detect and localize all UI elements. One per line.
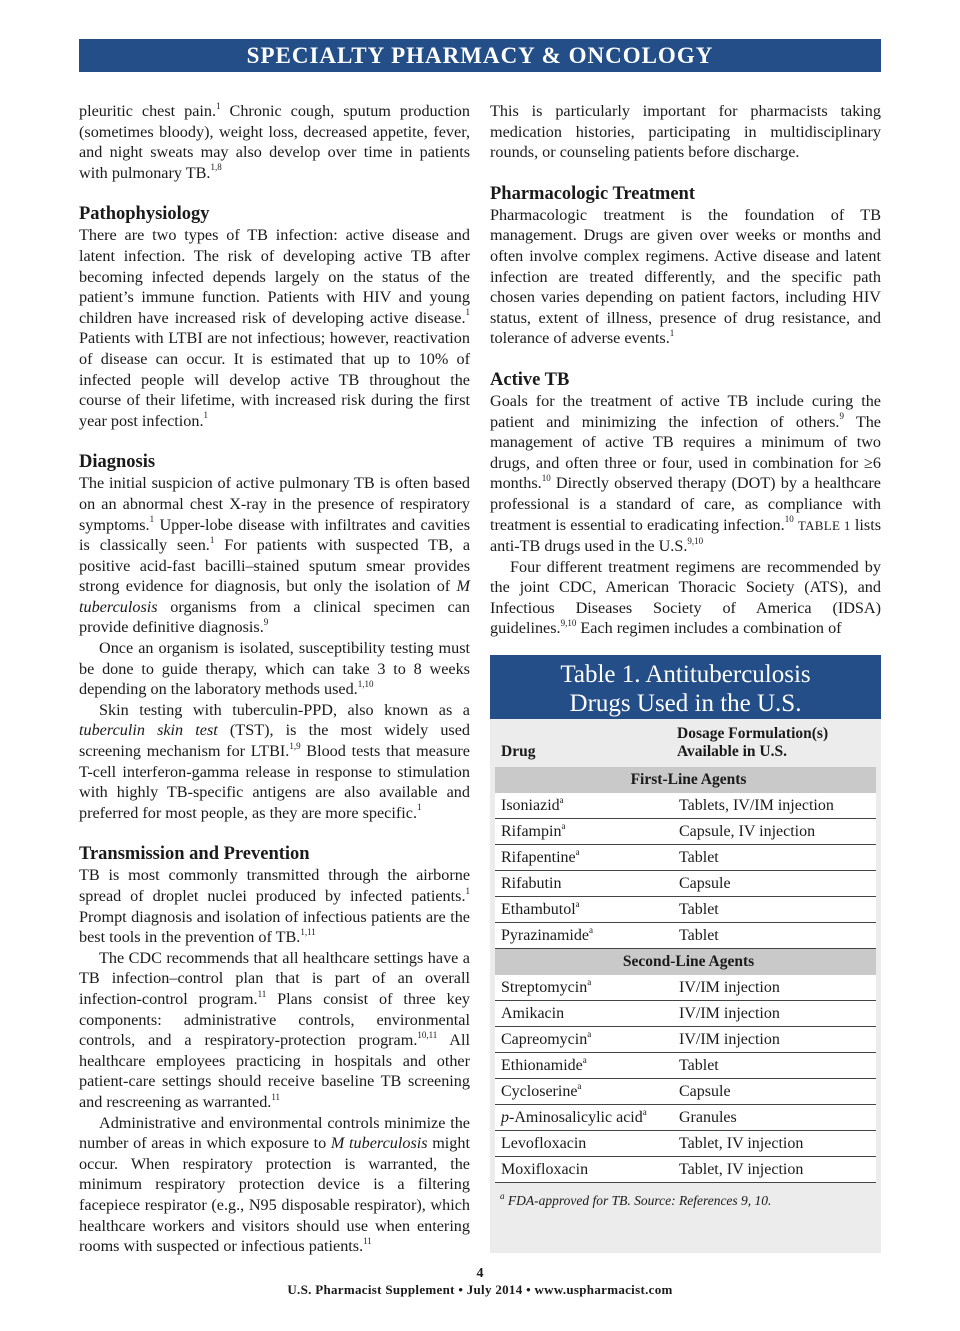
heading-transmission: Transmission and Prevention bbox=[79, 844, 310, 865]
paragraph: Pharmacologic treatment is the foundation of TB management. Drugs are given over weeks or months and often involve complex regimens. Active disease and latent infection are treated differently, and the specific path chosen varies depending on patient factors, including HIV status, extent of illness, presence of drug resistance, and tolerance of adverse events.$^1$ bbox=[490, 205, 881, 348]
dosage-form: Tablet bbox=[671, 923, 876, 949]
table-section-header bbox=[495, 949, 876, 976]
table-row bbox=[495, 1157, 876, 1183]
heading-pathophysiology: Pathophysiology bbox=[79, 204, 210, 225]
table-row bbox=[495, 923, 876, 949]
heading-diagnosis: Diagnosis bbox=[79, 452, 156, 473]
dosage-form: Tablet bbox=[671, 897, 876, 923]
dosage-form: Capsule, IV injection bbox=[671, 819, 876, 845]
section-label: Second-Line Agents bbox=[495, 949, 876, 976]
table-row bbox=[495, 1131, 876, 1157]
dosage-form: IV/IM injection bbox=[671, 1027, 876, 1053]
drug-name: Rifapentine$^a$ bbox=[495, 845, 671, 871]
drug-name: Ethionamide$^a$ bbox=[495, 1053, 671, 1079]
paragraph: Once an organism is isolated, susceptibility testing must be done to guide therapy, which can take 3 to 8 weeks depending on the laboratory methods used.$^{1,10}$ bbox=[79, 639, 470, 699]
drug-name: Cycloserine$^a$ bbox=[495, 1079, 671, 1105]
dosage-form: Tablet bbox=[671, 845, 876, 871]
footer-line: U.S. Pharmacist Supplement • July 2014 • www.uspharmacist.com bbox=[287, 1282, 673, 1297]
paragraph: Skin testing with tuberculin-PPD, also known as a tuberculin skin test (TST), is the most widely used screening mechanism for LTBI.$^{1,9}$ Blood tests that measure T-cell interferon-gamma release in response to stimulation with highly TB-specific antigens are also available and preferred for most people, as they are more specific.$^1$ bbox=[79, 700, 471, 822]
dosage-form: Tablet, IV injection bbox=[671, 1157, 876, 1183]
table-row bbox=[495, 1053, 876, 1079]
drug-name: Capreomycin$^a$ bbox=[495, 1027, 671, 1053]
dosage-form: Capsule bbox=[671, 1079, 876, 1105]
heading-active-tb: Active TB bbox=[490, 369, 570, 390]
drug-name: p-Aminosalicylic acid$^a$ bbox=[495, 1105, 671, 1131]
left-column bbox=[79, 101, 470, 1257]
paragraph: TB is most commonly transmitted through the airborne spread of droplet nuclei produced by infected patients.$^1$ Prompt diagnosis and isolation of infectious patients are the best tools in the prevention of TB.$^{1,11}$ bbox=[79, 866, 470, 947]
dosage-form: Tablet bbox=[671, 1053, 876, 1079]
drug-name: Amikacin bbox=[495, 1001, 671, 1027]
paragraph: Goals for the treatment of active TB include curing the patient and minimizing the infection of others.$^9$ The management of active TB requires a minimum of two drugs, and often three or four, used in combination for ≥6 months.$^{10}$ Directly observed therapy (DOT) by a healthcare professional is a standard of care, as compliance with treatment is essential to eradicating infection.$^{10}$ TABLE 1 lists anti-TB drugs used in the U.S.$^{9,10}$ bbox=[490, 391, 882, 556]
paragraph: The initial suspicion of active pulmonary TB is often based on an abnormal chest X-ray in the presence of respiratory symptoms.$^1$ Upper-lobe disease with infiltrates and cavities is classically seen.$^1$ For patients with suspected TB, a positive acid-fast bacilli–stained sputum smear provides strong evidence for diagnosis, but only the isolation of M tuberculosis organisms from a clinical specimen can provide definitive diagnosis.$^9$ bbox=[79, 474, 471, 637]
dosage-form: Tablet, IV injection bbox=[671, 1131, 876, 1157]
table-section-header bbox=[495, 767, 876, 793]
table-row bbox=[495, 975, 876, 1001]
table-row bbox=[495, 1027, 876, 1053]
column-header-formulation: Dosage Formulation(s) Available in U.S. bbox=[677, 725, 829, 760]
page-number: 4 bbox=[476, 1266, 484, 1281]
column-header-drug: Drug bbox=[501, 743, 536, 760]
table-row bbox=[495, 845, 876, 871]
table-row bbox=[495, 819, 876, 845]
paragraph: There are two types of TB infection: active disease and latent infection. The risk of developing active TB after becoming infected depends largely on the status of the patient’s immune function. Patients with HIV and young children have increased risk of developing active disease.$^1$ Patients with LTBI are not infectious; however, reactivation of disease can occur. It is estimated that up to 10% of infected people will develop active TB throughout the course of their lifetime, with increased risk during the first year post infection.$^1$ bbox=[79, 226, 470, 430]
table-row bbox=[495, 1001, 876, 1027]
table-row bbox=[495, 871, 876, 897]
drug-name: Levofloxacin bbox=[495, 1131, 671, 1157]
paragraph: The CDC recommends that all healthcare settings have a TB infection–control plan that is part of an overall infection-control program.$^{11}$ Plans consist of three key components: administrative controls, environmental controls, and a respiratory-protection program.$^{10,11}$ All healthcare employees practicing in hospitals and other patient-care settings should receive baseline TB screening and rescreening as warranted.$^{11}$ bbox=[79, 948, 470, 1111]
dosage-form: Capsule bbox=[671, 871, 876, 897]
drug-table bbox=[490, 655, 881, 1253]
section-banner: SPECIALTY PHARMACY & ONCOLOGY bbox=[79, 39, 881, 72]
table-row bbox=[495, 1079, 876, 1105]
drug-name: Rifampin$^a$ bbox=[495, 819, 671, 845]
table-title: Table 1. Antituberculosis Drugs Used in the U.S. bbox=[490, 655, 881, 719]
paragraph: This is particularly important for pharmacists taking medication histories, participating in multidisciplinary rounds, or counseling patients before discharge. bbox=[490, 102, 881, 162]
table-reference-link[interactable]: TABLE 1 bbox=[797, 517, 851, 533]
dosage-form: Tablets, IV/IM injection bbox=[671, 793, 876, 819]
table-footnote: $^a$ FDA-approved for TB. Source: References 9, 10. bbox=[500, 1190, 772, 1208]
paragraph: Four different treatment regimens are recommended by the joint CDC, American Thoracic Society (ATS), and Infectious Diseases Society of America (IDSA) guidelines.$^{9,10}$ Each regimen includes a combination of bbox=[490, 557, 881, 638]
table-row bbox=[495, 1105, 876, 1131]
dosage-form: IV/IM injection bbox=[671, 1001, 876, 1027]
heading-pharmacologic-treatment: Pharmacologic Treatment bbox=[490, 183, 695, 204]
drug-name: Isoniazid$^a$ bbox=[495, 793, 671, 819]
table-row bbox=[495, 897, 876, 923]
dosage-form: Granules bbox=[671, 1105, 876, 1131]
drug-name: Ethambutol$^a$ bbox=[495, 897, 671, 923]
dosage-form: IV/IM injection bbox=[671, 975, 876, 1001]
drug-name: Pyrazinamide$^a$ bbox=[495, 923, 671, 949]
table-row bbox=[495, 793, 876, 819]
section-label: First-Line Agents bbox=[495, 767, 876, 793]
drug-name: Streptomycin$^a$ bbox=[495, 975, 671, 1001]
right-column bbox=[490, 101, 881, 639]
paragraph: pleuritic chest pain.$^1$ Chronic cough, sputum production (sometimes bloody), weight loss, decreased appetite, fever, and night sweats may also develop over time in patients with pulmonary TB.$^{1,8}$ bbox=[79, 100, 470, 182]
paragraph: Administrative and environmental controls minimize the number of areas in which exposure to M tuberculosis might occur. When respiratory protection is warranted, the minimum respiratory protection device is a filtering facepiece respirator (e.g., N95 disposable respirator), which healthcare workers and visitors should use when entering rooms with suspected or infectious patients.$^{11}$ bbox=[79, 1113, 470, 1256]
drug-name: Moxifloxacin bbox=[495, 1157, 671, 1183]
drug-name: Rifabutin bbox=[495, 871, 671, 897]
